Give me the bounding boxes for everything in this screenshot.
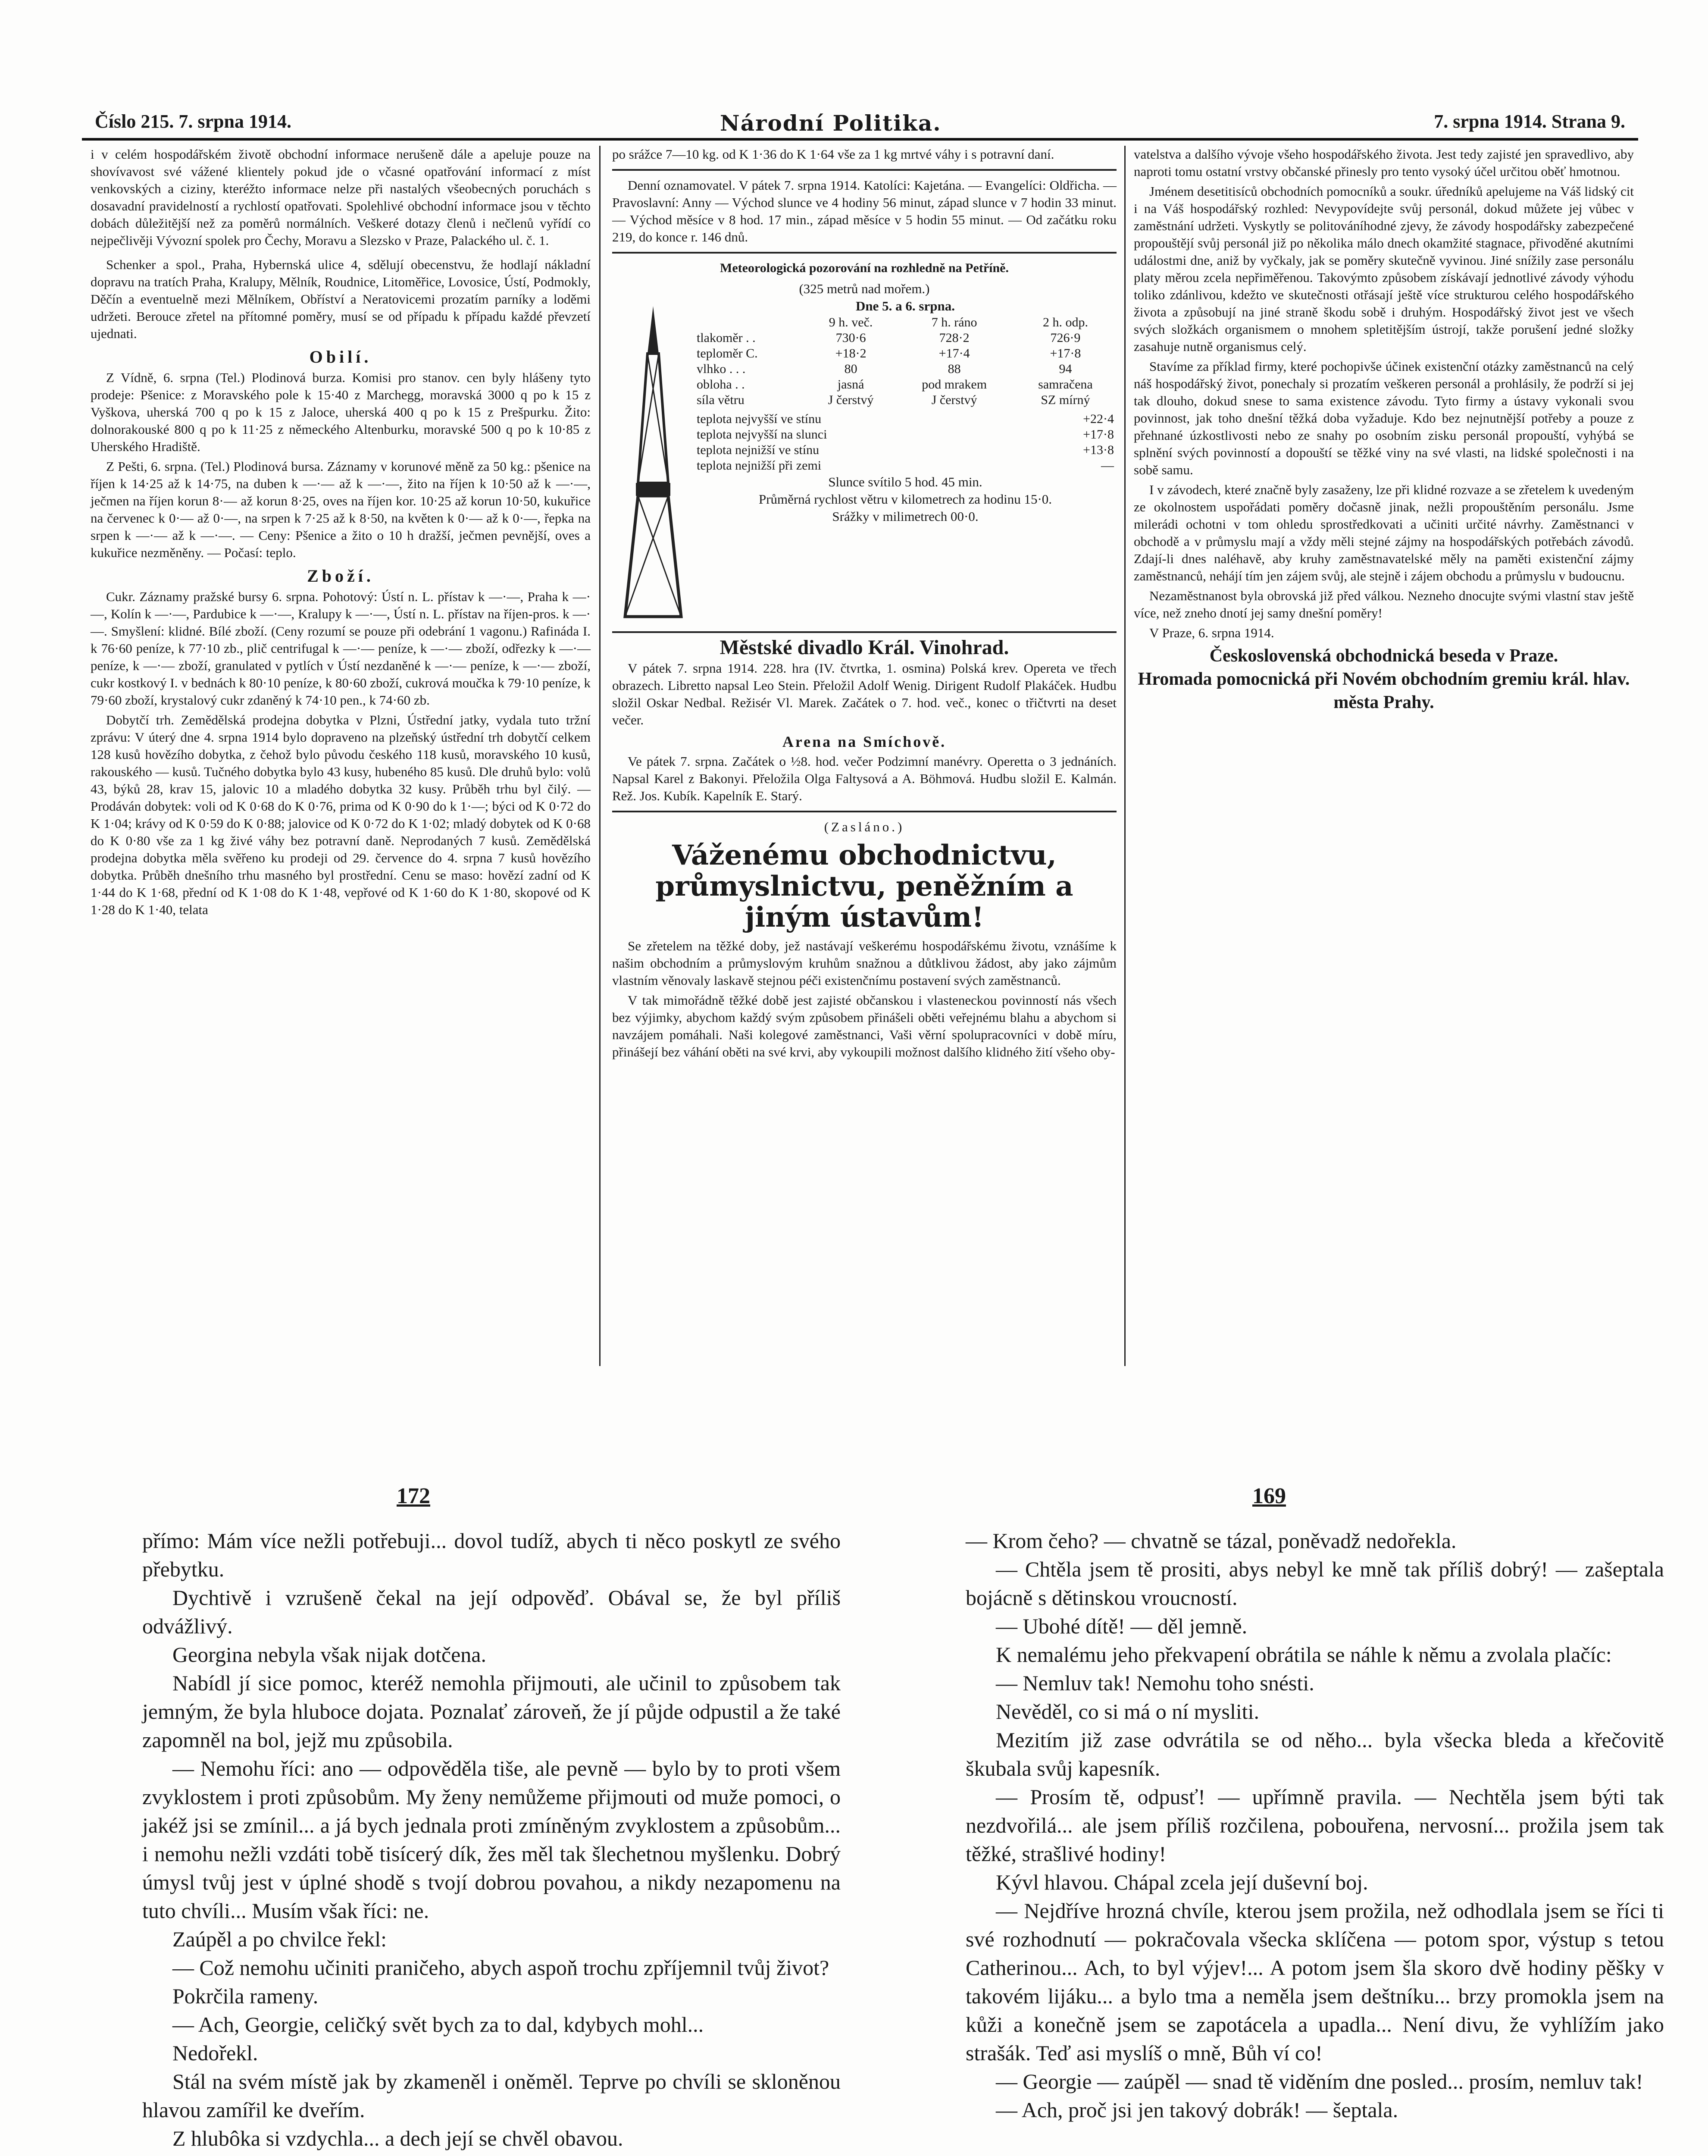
meteo-row — [694, 377, 1117, 392]
theatre-title: Městské divadlo Král. Vinohrad. — [719, 636, 1009, 659]
book-page-right — [966, 1526, 1664, 2124]
article-paragraph: Z Vídně, 6. srpna (Tel.) Plodinová burza. Komisi pro stanov. cen byly hlášeny tyto prodeje: Pšenice: z Moravského pole k 15·40 z Marchegg, moravská 3000 q po k 15 z Vyškova, uherská 700 q po k 15 z Jaloce, uherská 400 q po k 15 z Prešpurku. Žito: dolnorakouské 800 q po k 11·25 z německého Altenburku, moravské 500 q po k 10·85 z Uherského Hradiště. — [91, 370, 591, 454]
daily-notice: Denní oznamovatel. V pátek 7. srpna 1914. Katolíci: Kajetána. — Evangelíci: Oldřicha. — Pravoslavní: Anny — Východ slunce ve 4 hodiny 56 minut, západ slunce v 7 hodin 33 minut. — Východ měsíce v 8 hod. 17 min., západ měsíce v 5 hodin 55 minut. — Od začátku roku 219, do konce r. 146 dnů. — [612, 178, 1117, 244]
meteo-extra-cell: +13·8 — [1083, 443, 1114, 457]
meteo-title: Meteorologická pozorování na rozhledně na Petříně. — [720, 261, 1009, 275]
meteo-cell: 7 h. ráno — [931, 315, 977, 329]
divider — [612, 169, 1117, 171]
column-2 — [612, 146, 1117, 1063]
meteo-cell: J čerstvý — [931, 393, 977, 407]
book-paragraph: Z hlubôka si vzdychla... a dech její se chvěl obavou. — [172, 2126, 623, 2150]
signature-hromada: Hromada pomocnická při Novém obchodním gremiu král. hlav. města Prahy. — [1138, 669, 1630, 712]
meteo-cell: samračena — [1038, 377, 1093, 392]
book-paragraph: K nemalému jeho překvapení obrátila se náhle k němu a zvolala plačíc: — [996, 1642, 1612, 1667]
meteo-cell: teploměr C. — [697, 346, 758, 360]
meteo-extra-row — [694, 458, 1117, 473]
meteo-cell: +18·2 — [835, 346, 867, 360]
article-paragraph: po srážce 7—10 kg. od K 1·36 do K 1·64 vše za 1 kg mrtvé váhy i s potravní daní. — [612, 147, 1054, 162]
page-indicator: 7. srpna 1914. Strana 9. — [1434, 111, 1625, 132]
meteo-cell: +17·4 — [938, 346, 970, 360]
meteo-cell: 88 — [948, 362, 961, 376]
book-paragraph: Stál na svém místě jak by zkameněl i oněměl. Teprve po chvíli se skloněnou hlavou zamířil ke dveřím. — [142, 2069, 841, 2122]
issue-number: Číslo 215. 7. srpna 1914. — [95, 111, 291, 132]
book-paragraph: Dychtivě i vzrušeně čekal na její odpověď. Obával se, že byl příliš odvážlivý. — [142, 1586, 841, 1638]
meteo-cell: obloha . . — [697, 377, 745, 392]
meteo-cell: síla větru — [697, 393, 745, 407]
meteo-cell: 2 h. odp. — [1042, 315, 1088, 329]
appeal-paragraph: V tak mimořádně těžké době jest zajisté občanskou i vlasteneckou povinností nás všech bez výjimky, abychom každý svým způsobem přinášeli oběti veřejnému blahu a abychom si navzájem pomáhali. Naši kolegové zaměstnanci, Vaši věrní spolupracovníci v době míru, přinášejí bez váhání oběti na své krvi, aby vykoupili možnost dalšího klidného žití všeho oby- — [612, 993, 1117, 1059]
meteo-extra-cell: — — [1101, 458, 1114, 473]
left-page-number: 172 — [397, 1484, 430, 1508]
meteo-wind: Průměrná rychlost větru v kilometrech za hodinu 15·0. — [758, 492, 1052, 507]
book-page-left — [142, 1526, 841, 2153]
meteo-extra-row — [694, 411, 1117, 427]
book-paragraph: Pokrčila rameny. — [172, 1984, 319, 2008]
book-paragraph: — Prosím tě, odpusť! — upřímně pravila. — Nechtěla jsem býti tak nezdvořilá... ale jsem příliš rozčilena, pobouřena, nervosní... prožila jsem tak těžké, strašlivé hodiny! — [966, 1785, 1664, 1866]
appeal-paragraph: vatelstva a dalšího vývoje všeho hospodářského života. Jest tedy zajisté jen spravedlivo, aby naproti tomu ostatní vrstvy občanské přinesly pro tento vysoký účel určitou oběť hmotnou. — [1134, 147, 1634, 179]
meteo-extra-table — [694, 411, 1117, 473]
appeal-paragraph: Se zřetelem na těžké doby, jež nastávají veškerému hospodářskému životu, vznášíme k našim obchodním a průmyslovým kruhům snažnou a důtklivou žádost, aby jako zájmům vlastním věnovaly laskavě stejnou péči existenčnímu postavení svých zaměstnanců. — [612, 938, 1117, 988]
divider — [612, 252, 1117, 254]
meteo-extra-row — [694, 442, 1117, 458]
section-heading-grain: Obilí. — [309, 347, 372, 367]
meteo-table — [694, 315, 1117, 408]
divider — [612, 811, 1117, 812]
book-paragraph: — Krom čeho? — chvatně se tázal, poněvadž nedořekla. — [966, 1529, 1457, 1553]
column-3 — [1134, 146, 1634, 714]
book-paragraph: — Nejdříve hrozná chvíle, kterou jsem prožila, než odhodlala jsem se říci ti své rozhodnutí — pokračovala všecka sklíčena — potom spor, výstup s tetou Catherinou... Ach, to byl výjev!... A potom jsem šla skoro dvě hodiny pěšky v takovém lijáku... a bylo tma a neměla jsem deštníku... brzy promokla jsem na kůži a konečně jsem se zapotácela a upadla... Není divu, že vyhlížím jako strašák. Teď asi myslíš o mně, Bůh ví co! — [966, 1899, 1664, 2065]
newspaper-page — [82, 108, 1638, 1376]
book-paragraph: Georgina nebyla však nijak dotčena. — [172, 1642, 487, 1667]
meteo-extra-cell: teplota nejvyšší ve stínu — [697, 412, 822, 426]
meteo-table-wrap — [694, 298, 1117, 525]
book-paragraph: — Což nemohu učiniti praničeho, abych aspoň trochu zpříjemnil tvůj život? — [172, 1955, 829, 1980]
column-1 — [91, 146, 591, 921]
meteo-cell: +17·8 — [1050, 346, 1081, 360]
meteo-row — [694, 361, 1117, 377]
meteo-subtitle: (325 metrů nad mořem.) — [799, 281, 930, 296]
meteo-row — [694, 346, 1117, 361]
section-heading-goods: Zboží. — [307, 566, 374, 586]
meteo-cell — [694, 315, 807, 330]
meteo-cell: 730·6 — [835, 331, 866, 345]
book-paragraph: — Nemohu říci: ano — odpověděla tiše, ale pevně — bylo by to proti všem zvyklostem i proti způsobům. My ženy nemůžeme přijmouti od muže pomoci, o jakéž jsi se zmínil... a já bych jednala proti zmíněným zvyklostem a způsobům... i nemohu nežli vzdáti tobě tisícerý dík, žes měl tak šlechetnou myšlenku. Dobrý úmysl tvůj jest v úplné shodě s tvojí dobrou povahou, a nikdy nezapomenu na tuto chvíli... Musím však říci: ne. — [142, 1756, 841, 1923]
article-paragraph: Z Pešti, 6. srpna. (Tel.) Plodinová bursa. Záznamy v korunové měně za 50 kg.: pšenice na říjen k 14·25 až k 14·75, na duben k —·— až k —·—, žito na říjen k 10·50 až k —·—, ječmen na říjen korun 8·— až korun 8·25, oves na říjen kor. 10·25 až korun 10·50, kukuřice na červenec k 0·— až 0·—, na srpen k 7·25 až k 8·50, na květen k 0·— až k 0·—, řepka na srpen k —·— až k —·—. — Ceny: Pšenice a žito o 10 h dražší, ječmen pevnější, oves a kukuřice nezměněny. — Počasí: teplo. — [91, 459, 591, 560]
book-paragraph: — Nemluv tak! Nemohu toho snésti. — [996, 1671, 1314, 1695]
meteo-block — [612, 298, 1117, 625]
book-paragraph: Zaúpěl a po chvilce řekl: — [172, 1927, 387, 1951]
meteo-cell: jasná — [837, 377, 864, 392]
meteo-row — [694, 392, 1117, 408]
meteo-cell: J čerstvý — [828, 393, 874, 407]
meteo-cell: 9 h. več. — [829, 315, 873, 329]
book-paragraph: Mezitím již zase odvrátila se od něho... byla všecka bleda a křečovitě škubala svůj kapesník. — [966, 1728, 1664, 1780]
meteo-extra-cell: +22·4 — [1083, 412, 1114, 426]
arena-title: Arena na Smíchově. — [782, 733, 947, 750]
meteo-cell: tlakoměr . . — [697, 331, 756, 345]
appeal-headline: Váženému obchodnictvu, průmyslnictvu, peněžním a jiným ústavům! — [655, 839, 1073, 934]
book-paragraph: — Ubohé dítě! — děl jemně. — [996, 1614, 1248, 1638]
meteo-cell: 94 — [1059, 362, 1072, 376]
meteo-cell: vlhko . . . — [697, 362, 746, 376]
meteo-extra-cell: teplota nejvyšší na slunci — [697, 427, 827, 442]
book-paragraph: Nabídl jí sice pomoc, kteréž nemohla přijmouti, ale učinil to způsobem tak jemným, že byla hluboce dojata. Poznalať zároveň, že jí půjde odpustil a že také zapomněl na bol, jejž mu způsobila. — [142, 1671, 841, 1752]
article-paragraph: Cukr. Záznamy pražské bursy 6. srpna. Pohotový: Ústí n. L. přístav k —·—, Praha k —·—, Kolín k —·—, Pardubice k —·—, Kralupy k —·—, Ústí n. L. přístav na říjen-pros. k —·—. Smyšlení: klidné. Bílé zboží. (Ceny rozumí se pouze při odebrání 1 vagonu.) Rafináda I. k 76·60 peníze, k 77·10 zb., plič centrifugal k —·— peníze, k —·— zboží, odřezky k —·— peníze, k —·— zboží, granulated v pytlích v Ústí nezdaněné k —·— peníze, k —·— zboží, cukr kostkový I. v bednách k 80·10 peníze, k 80·60 zboží, cukrová moučka k 79·10 peníze, k 79·60 zboží, krystalový cukr zdaněný k 74·10 pen., k 74·60 zb. — [91, 589, 591, 708]
right-page-number: 169 — [1252, 1484, 1286, 1508]
meteo-extra-cell: teplota nejnižší při zemi — [697, 458, 822, 473]
arena-text: Ve pátek 7. srpna. Začátek o ½8. hod. večer Podzimní manévry. Operetta o 3 jednáních. Napsal Karel z Bakonyi. Přeložila Olga Faltysová a A. Böhmová. Hudbu složil E. Kalmán. Rež. Jos. Kubík. Kapelník E. Starý. — [612, 754, 1117, 803]
meteo-cell: 728·2 — [939, 331, 970, 345]
appeal-paragraph: Nezaměstnanost byla obrovská již před válkou. Nezneho dnocujte svými vlastní stav ještě více, než zneho dnotí jej samy dnešní poměry! — [1134, 588, 1634, 620]
book-paragraph: přímo: Mám více nežli potřebuji... dovol tudíž, abych ti něco poskytl ze svého přebytku. — [142, 1529, 841, 1581]
book-paragraph: — Ach, Georgie, celičký svět bych za to dal, kdybych mohl... — [172, 2012, 704, 2037]
meteo-sunshine: Slunce svítilo 5 hod. 45 min. — [828, 474, 982, 489]
meteo-row — [694, 315, 1117, 330]
appeal-paragraph: I v závodech, které značně byly zasaženy, lze při klidné rozvaze a se zřetelem k uvedeným ze okolnostem uspořádati poměry dočasně jinak, nežli propouštěním personálu. Jsme milerádi ochotni v tom ohledu sprostředkovati a učiniti určité návrhy. Zaměstnanci v obchodě a v průmyslu mají a vždy měli stejné zájmy na hospodářských potřebách závodů. Zdají-li dnes naléhavě, aby kruhy zaměstnavatelské měly na paměti existenční zájmy zaměstnanců, nehájí tím jen zájem svůj, ale stejně i zájem obchodu a průmyslu v budoucnu. — [1134, 482, 1634, 583]
book-paragraph: — Ach, proč jsi jen takový dobrák! — šeptala. — [996, 2098, 1398, 2122]
article-paragraph: Dobytčí trh. Zemědělská prodejna dobytka v Plzni, Ústřední jatky, vydala tuto tržní zprávu: V úterý dne 4. srpna 1914 bylo dopraveno na plzeňský ústřední trh dobytčí celkem 128 kusů hovězího dobytka, z čehož bylo původu českého 118 kusů, moravského 10 kusů, rakouského — kusů. Tučného dobytka bylo 43 kusy, hubeného 85 kusů. Dle druhů bylo: volů 43, býků 28, krav 15, jalovic 10 a mladého dobytka 32 kusy. Průběh trhu byl čilý. — Prodáván dobytek: voli od K 0·68 do K 0·76, prima od K 0·90 do k 1·—; býci od K 0·72 do K 1·04; krávy od K 0·59 do K 0·88; jalovice od K 0·72 do K 1·02; mladý dobytek od K 0·68 do K 0·80 vše za 1 kg živé váhy bez potravní daně. Neprodaných 7 kusů. Zemědělská prodejna dobytka měla svěřeno ku prodeji od 29. července do 4. srpna 7 kusů hovězího dobytka. Průběh dnešního trhu masného byl prostřední. Cenu se maso: hovězí zadní od K 1·44 do K 1·68, přední od K 1·08 do K 1·48, vepřové od K 1·60 do K 1·80, skopové od K 1·28 do K 1·40, telata — [91, 712, 591, 917]
book-paragraph: Nevěděl, co si má o ní mysliti. — [996, 1699, 1260, 1724]
appeal-date: V Praze, 6. srpna 1914. — [1149, 625, 1274, 640]
newspaper-title: Národní Politika. — [720, 110, 942, 136]
appeal-paragraph: Jménem desetitisíců obchodních pomocníků a soukr. úředníků apelujeme na Váš lidský cit i na Váš hospodářský rozhled: Nevypovídejte svůj personál, dokud můžete jej vůbec v zaměstnání udržeti. Vyskytly se politováníhodné zjevy, že závody hospodářsky zabezpečené propouštějí svůj personál již po několika málo dnech okamžité stagnace, přivoděné akutními událostmi dne, aniž by vyčkaly, jak se poměry skutečně vyvinou. Jiné snížily zase personálu platy měrou zcela nepřiměřenou. Takovýmto způsobem získávají jednotlivé závody výhodu toliko zdánlivou, kdežto ve skutečnosti otřásají ještě více strukturou celého hospodářského života a způsobují na jiné straně škodu sobě i druhým. Hospodářský život jest ve všech svých složkách organismem o mnohem spletitějším ústrojí, takže porušení jedné složky zasahuje nutně organismus celý. — [1134, 184, 1634, 354]
meteo-cell: 80 — [844, 362, 857, 376]
book-paragraph: Nedořekl. — [172, 2041, 258, 2065]
meteo-date: Dne 5. a 6. srpna. — [856, 298, 955, 313]
book-paragraph: Kývl hlavou. Chápal zcela její duševní boj. — [996, 1870, 1368, 1894]
meteo-row — [694, 330, 1117, 346]
appeal-paragraph: Stavíme za příklad firmy, které pochopivše účinek existenční otázky zaměstnanců na celý náš hospodářský život, ponechaly si prozatím veškeren personál a prohlásily, že podrží si jej tak dlouho, dokud snese to sama existence závodu. Tyto firmy a ústavy vykonali svou povinnost, jak toho dnešní těžká doba vyžaduje. Kdo bez nejnutnější potřeby a pouze z přehnané úzkostlivosti nebo ze snahy po osobním zisku personál propouští, vyhýbá se splnění svých povinností a dopouští se těžké viny na své vlasti, na lidské společnosti i na sobě samu. — [1134, 359, 1634, 477]
article-paragraph: Schenker a spol., Praha, Hybernská ulice 4, sdělují obecenstvu, že hodlají nákladní dopravu na tratích Praha, Kralupy, Mělník, Roudnice, Litoměřice, Lovosice, Ústí, Podmokly, Děčín a eventuelně mezi Mělníkem, Obříství a Neratovicemi prozatím parníky a loděmi udržeti. Berouce zřetel na přítomné poměry, musí se od případu k případu každé převzetí ujednati. — [91, 257, 591, 341]
book-paragraph: — Chtěla jsem tě prositi, abys nebyl ke mně tak příliš dobrý! — zašeptala bojácně s dětinskou vroucností. — [966, 1557, 1664, 1610]
meteo-cell: pod mrakem — [922, 377, 987, 392]
paid-notice-label: (Zasláno.) — [824, 819, 905, 834]
meteo-extra-row — [694, 427, 1117, 442]
signature-beseda: Československá obchodnická beseda v Praze. — [1209, 646, 1558, 666]
book-paragraph: — Georgie — zaúpěl — snad tě viděním dne posled... prosím, nemluv tak! — [996, 2069, 1643, 2093]
masthead — [82, 108, 1638, 141]
article-paragraph: i v celém hospodářském životě obchodní informace nerušeně dále a apeluje pouze na shovívavost své vážené klientely pokud jde o včasné opatřování informací z míst venkovských a ciziny, kteréžto informace nelze při nastalých všeobecných poruchách s dosavadní pravidelností a rychlostí opatřovati. Spolehlivé obchodní informace jsou v těchto dobách důležitější než za poměrů normálních. Veškeré dotazy členů i nečlenů vyřídí co nejpečlivěji Vývozní spolek pro Čechy, Moravu a Slezsko v Praze, Palackého ul. č. 1. — [91, 147, 591, 248]
divider — [612, 631, 1117, 633]
theatre-text: V pátek 7. srpna 1914. 228. hra (IV. čtvrtka, 1. osmina) Polská krev. Opereta ve třech obrazech. Libretto napsal Leo Stein. Přeložil Adolf Wenig. Dirigent Rudolf Plakáček. Hudbu složil Oskar Nedbal. Režisér Vl. Marek. Začátek o 7. hod. več., konec o třičtvrti na deset večer. — [612, 661, 1117, 727]
meteo-extra-cell: teplota nejnižší ve stínu — [697, 443, 820, 457]
meteo-cell: 726·9 — [1050, 331, 1081, 345]
petrin-tower-illustration — [621, 302, 685, 621]
column-rule — [599, 146, 601, 1366]
meteo-cell: SZ mírný — [1041, 393, 1090, 407]
column-rule — [1124, 146, 1126, 1366]
meteo-precip: Srážky v milimetrech 00·0. — [832, 509, 979, 524]
meteo-extra-cell: +17·8 — [1083, 427, 1114, 442]
